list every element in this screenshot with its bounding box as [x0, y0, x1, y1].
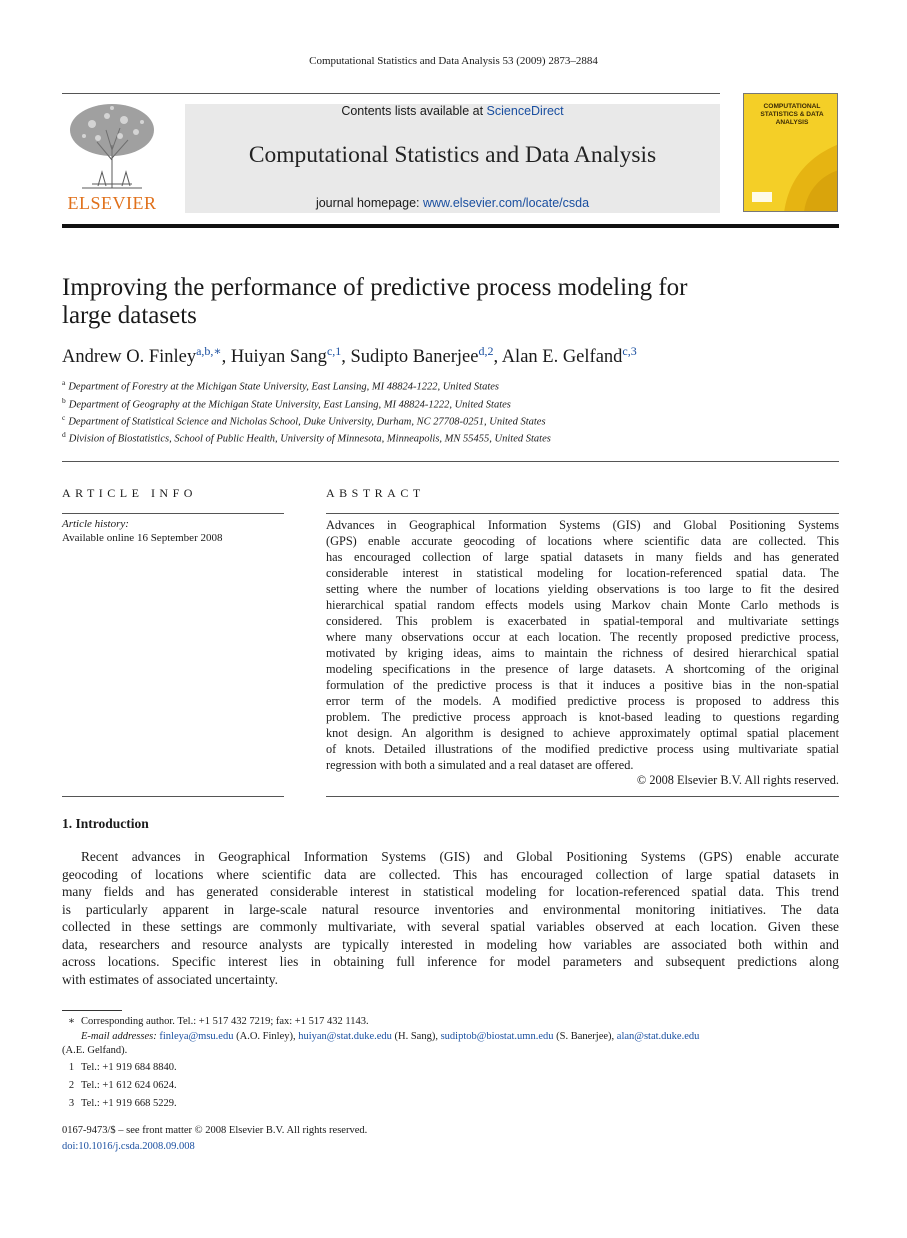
abstract-line: setting where the number of locations yielding observations is too large to fit the desired: [326, 582, 839, 596]
title-line: Improving the performance of predictive process modeling for: [62, 274, 688, 301]
contents-prefix: Contents lists available at: [341, 104, 484, 118]
journal-cover[interactable]: [743, 93, 838, 212]
email-link[interactable]: alan@stat.duke.edu: [616, 1031, 700, 1042]
footnote-tel: 1 Tel.: +1 919 684 8840.: [68, 1062, 177, 1073]
footnote-tel: 2 Tel.: +1 612 624 0624.: [68, 1080, 177, 1091]
article-info-bottom-rule: [62, 796, 284, 797]
elsevier-tree-icon: [62, 100, 162, 192]
article-info-rule: [62, 513, 284, 514]
footnote-corresponding: ∗ Corresponding author. Tel.: +1 517 432 7219; fax: +1 517 432 1143.: [62, 1015, 369, 1027]
abstract-line: knot design. An algorithm is designed to achieve approximately optimal spatial placement: [326, 726, 839, 740]
body-line: across locations. Specific interest lies in obtaining full inference for model parameters and subsequent predictions along: [62, 954, 839, 969]
author[interactable]: Andrew O. Finley$^{a,b,∗}$,: [62, 344, 231, 368]
journal-title: Computational Statistics and Data Analysis: [248, 142, 657, 168]
body-line: geocoding of locations where scientific data are collected. This has encouraged collection of large spatial datasets in: [62, 866, 839, 882]
abstract-line: Advances in Geographical Information Systems (GIS) and Global Positioning Systems: [326, 518, 839, 532]
abstract-line: (GPS) enable accurate geocoding of locations where scientific data are collected. This: [326, 534, 839, 548]
journal-reference: Computational Statistics and Data Analysis 53 (2009) 2873–2884: [309, 55, 598, 67]
abstract-line: of knots. Detailed illustrations of the modified predictive process using multivariate spatial: [326, 742, 839, 756]
body-line: Recent advances in Geographical Information Systems (GIS) and Global Positioning Systems (GPS) enable accurate: [81, 849, 839, 864]
abstract-rule: [326, 513, 839, 514]
affiliation: $^d$ Division of Biostatistics, School of Public Health, University of Minnesota, Minneapolis, MN 55455, United States: [62, 430, 551, 445]
email-link[interactable]: sudiptob@biostat.umn.edu: [440, 1031, 554, 1042]
homepage-link[interactable]: www.elsevier.com/locate/csda: [422, 196, 590, 210]
author-marks[interactable]: d,2: [478, 344, 494, 358]
abstract-heading: ABSTRACT: [326, 486, 425, 500]
body-line: collected in these settings are commonly multivariate, with several spatial variables observed at each location. Given these: [62, 919, 839, 934]
homepage-line: [185, 196, 720, 210]
footnote-mark: ∗: [67, 1016, 76, 1027]
author-list: [62, 344, 842, 368]
homepage-prefix: journal homepage:: [315, 196, 420, 210]
author-marks[interactable]: a,b,∗: [196, 344, 222, 358]
article-title: [62, 274, 782, 330]
abstract-line: problem. The predictive process approach is knot-based leading to questions regarding: [326, 710, 839, 724]
body-line: data, researchers and resource analysts are typically interested in modeling how variables are associated both within and: [62, 936, 839, 952]
abstract-line: considerable interest in statistical modeling for location-referenced spatial data. The: [326, 566, 839, 580]
body-line: many fields and has generated considerable interest in statistical modeling for location-referenced spatial data. This trend: [62, 884, 839, 899]
abstract-copyright: © 2008 Elsevier B.V. All rights reserved.: [636, 773, 839, 787]
elsevier-wordmark: ELSEVIER: [67, 193, 157, 213]
history-label: Article history:: [62, 518, 129, 530]
title-line: large datasets: [62, 302, 197, 329]
doi-link[interactable]: doi:10.1016/j.csda.2008.09.008: [62, 1141, 195, 1152]
footnote-tel: 3 Tel.: +1 919 668 5229.: [68, 1098, 177, 1109]
affiliation: $^c$ Department of Statistical Science and Nicholas School, Duke University, Durham, NC 27708-0251, United States: [62, 413, 546, 428]
issn-line: 0167-9473/$ – see front matter © 2008 Elsevier B.V. All rights reserved.: [62, 1125, 368, 1136]
abstract-line: has encouraged collection of large spatial datasets in many fields and has generated: [326, 550, 839, 564]
abstract-line: considered. This problem is exacerbated in spatial-temporal and multivariate settings: [326, 614, 839, 628]
author-marks[interactable]: c,3: [622, 344, 637, 358]
footnote-rule: [62, 1010, 122, 1011]
abstract-line: formulation of the predictive process is that it induces a positive bias in the non-spatial: [326, 678, 839, 692]
abstract-line: hierarchical spatial random effects models using Markov chain Monte Carlo methods is: [326, 598, 839, 612]
footnote-emails-tail: (A.E. Gelfand).: [62, 1045, 128, 1056]
top-rule: [62, 93, 720, 94]
sciencedirect-link[interactable]: ScienceDirect: [486, 104, 564, 118]
email-link[interactable]: huiyan@stat.duke.edu: [298, 1031, 392, 1042]
abstract-line: error term of the models. A modified predictive process is proposed to address this: [326, 694, 839, 708]
abstract-bottom-rule: [326, 796, 839, 797]
history-value: Available online 16 September 2008: [62, 532, 223, 544]
section-rule: [62, 461, 839, 462]
affiliation: $^a$ Department of Forestry at the Michigan State University, East Lansing, MI 48824-1222, United States: [62, 378, 499, 393]
author[interactable]: Alan E. Gelfand$^{c,3}$: [501, 344, 637, 368]
abstract-line: motivated by kriging ideas, aims to maintain the richness of desired hierarchical spatial: [326, 646, 839, 660]
body-line: is particularly apparent in large-scale natural resource inventories and environmental monitoring initiatives. The data: [62, 901, 839, 917]
contents-line: [185, 104, 720, 118]
abstract-line: regression with both a simulated and a real dataset are offered.: [326, 758, 634, 772]
author[interactable]: Sudipto Banerjee$^{d,2}$,: [350, 344, 502, 368]
footnote-emails: E-mail addresses: finleya@msu.edu (A.O. Finley), huiyan@stat.duke.edu (H. Sang), sudiptob@biostat.umn.edu (S. Banerjee), alan@stat.duke.edu: [81, 1031, 700, 1042]
author[interactable]: Huiyan Sang$^{c,1}$,: [230, 344, 351, 368]
author-marks[interactable]: c,1: [326, 344, 342, 358]
abstract-line: modeling specifications in the presence of large datasets. A shortcoming of the original: [326, 662, 839, 676]
header-rule: [62, 224, 839, 228]
section-heading-introduction: 1. Introduction: [62, 816, 149, 831]
email-link[interactable]: finleya@msu.edu: [159, 1031, 234, 1042]
article-info-heading: ARTICLE INFO: [62, 486, 197, 500]
cover-title: COMPUTATIONAL STATISTICS & DATA ANALYSIS: [760, 103, 824, 126]
body-line: with estimates of associated uncertainty.: [62, 971, 278, 987]
abstract-line: where many observations occur at each location. The recently proposed predictive process,: [326, 630, 839, 644]
affiliation: $^b$ Department of Geography at the Michigan State University, East Lansing, MI 48824-1222, United States: [62, 396, 511, 411]
elsevier-logo[interactable]: [62, 100, 162, 214]
